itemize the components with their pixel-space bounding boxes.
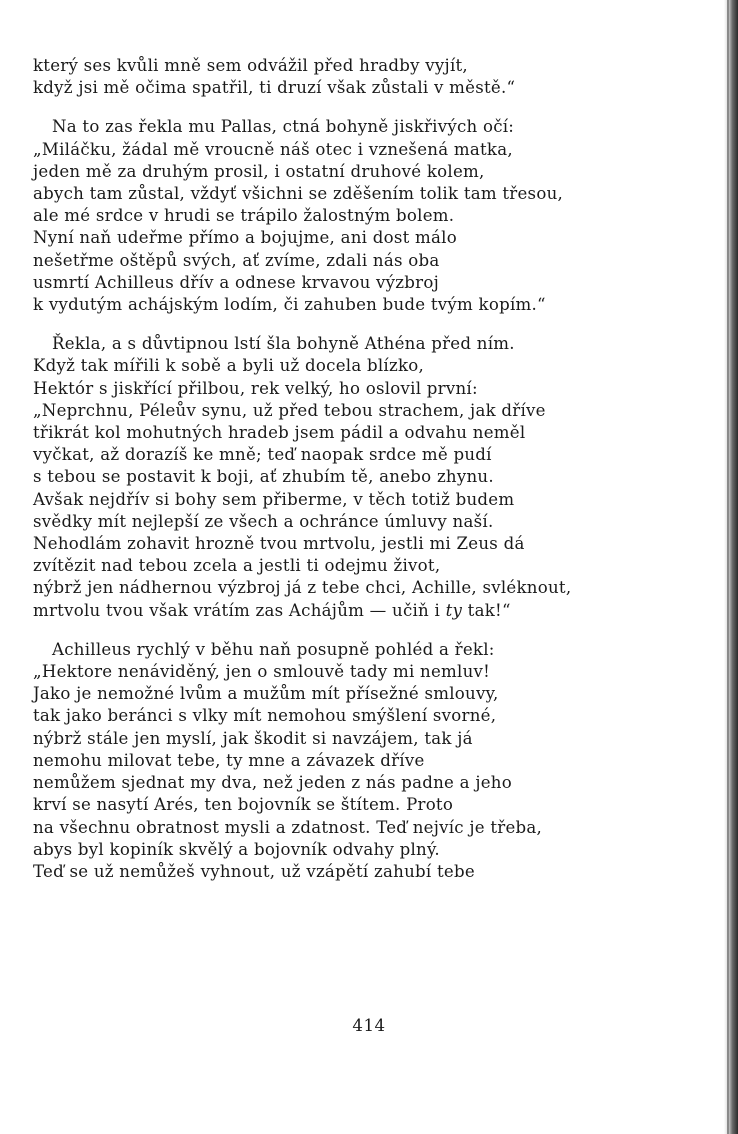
verse-line: tak jako beránci s vlky mít nemohou smýšlení svorné, [33,706,497,726]
stanza-3 [33,333,705,622]
verse-line: usmrtí Achilleus dřív a odnese krvavou výzbroj [33,272,439,292]
verse-line: nešetřme oštěpů svých, ať zvíme, zdali nás oba [33,250,440,270]
verse-line: nemůžem sjednat my dva, než jeden z nás padne a jeho [33,773,512,793]
verse-line: na všechnu obratnost mysli a zdatnost. Teď nejvíc je třeba, [33,817,543,837]
poem-text [33,55,705,900]
verse-line: vyčkat, až dorazíš ke mně; teď naopak srdce mě pudí [33,445,492,465]
verse-line: Nyní naň udeřme přímo a bojujme, ani dost málo [33,228,457,248]
page-edge-shadow [724,0,738,1134]
verse-line: Avšak nejdřív si bohy sem přiberme, v těch totiž budem [33,489,515,509]
verse-line: s tebou se postavit k boji, ať zhubím tě, anebo zhynu. [33,467,494,487]
verse-line: svědky mít nejlepší ze všech a ochránce úmluvy naší. [33,511,494,531]
verse-line: Nehodlám zohavit hrozně tvou mrtvolu, jestli mi Zeus dá [33,534,525,554]
verse-line: ale mé srdce v hrudi se trápilo žalostným bolem. [33,206,455,226]
verse-segment: tak!“ [462,600,511,620]
verse-line: Teď se už nemůžeš vyhnout, už vzápětí zahubí tebe [33,861,475,881]
verse-line-final [33,600,705,622]
verse-line: Hektór s jiskřící přilbou, rek velký, ho oslovil první: [33,378,478,398]
verse-line: nemohu milovat tebe, ty mne a závazek dříve [33,750,425,770]
verse-line: krví se nasytí Arés, ten bojovník se štítem. Proto [33,795,454,815]
verse-emphasis: ty [445,600,463,620]
verse-segment: mrtvolu tvou však vrátím zas Achájům — učiň i [33,600,446,620]
verse-line: Achilleus rychlý v běhu naň posupně pohléd a řekl: [52,639,495,659]
verse-line: nýbrž jen nádhernou výzbroj já z tebe chci, Achille, svléknout, [33,578,572,598]
verse-line: jeden mě za druhým prosil, i ostatní druhové kolem, [33,161,485,181]
verse-line: když jsi mě očima spatřil, ti druzí však zůstali v městě.“ [33,78,516,98]
page-number: 414 [352,1016,386,1035]
verse-line: „Hektore nenáviděný, jen o smlouvě tady mi nemluv! [33,662,491,682]
verse-line: abys byl kopiník skvělý a bojovník odvahy plný. [33,839,440,859]
verse-line: „Neprchnu, Péleův synu, už před tebou strachem, jak dříve [33,400,546,420]
verse-line: Když tak mířili k sobě a byli už docela blízko, [33,356,425,376]
verse-line: Jako je nemožné lvům a mužům mít přísežné smlouvy, [33,684,499,704]
verse-line: abych tam zůstal, vždyť všichni se zděšením tolik tam třesou, [33,184,564,204]
verse-line: „Miláčku, žádal mě vroucně náš otec i vznešená matka, [33,139,513,159]
verse-line: třikrát kol mohutných hradeb jsem pádil a odvahu neměl [33,423,526,443]
verse-line: který ses kvůli mně sem odvážil před hradby vyjít, [33,56,468,75]
verse-line: zvítězit nad tebou zcela a jestli ti odejmu život, [33,556,441,576]
stanza-2 [33,116,705,316]
verse-line: k vydutým achájským lodím, či zahuben bude tvým kopím.“ [33,295,546,315]
verse-line: nýbrž stále jen myslí, jak škodit si navzájem, tak já [33,728,473,748]
verse-line: Na to zas řekla mu Pallas, ctná bohyně jiskřivých očí: [52,117,515,137]
stanza-1 [33,55,705,99]
verse-line: Řekla, a s důvtipnou lstí šla bohyně Athéna před ním. [52,334,515,354]
stanza-4 [33,639,705,883]
